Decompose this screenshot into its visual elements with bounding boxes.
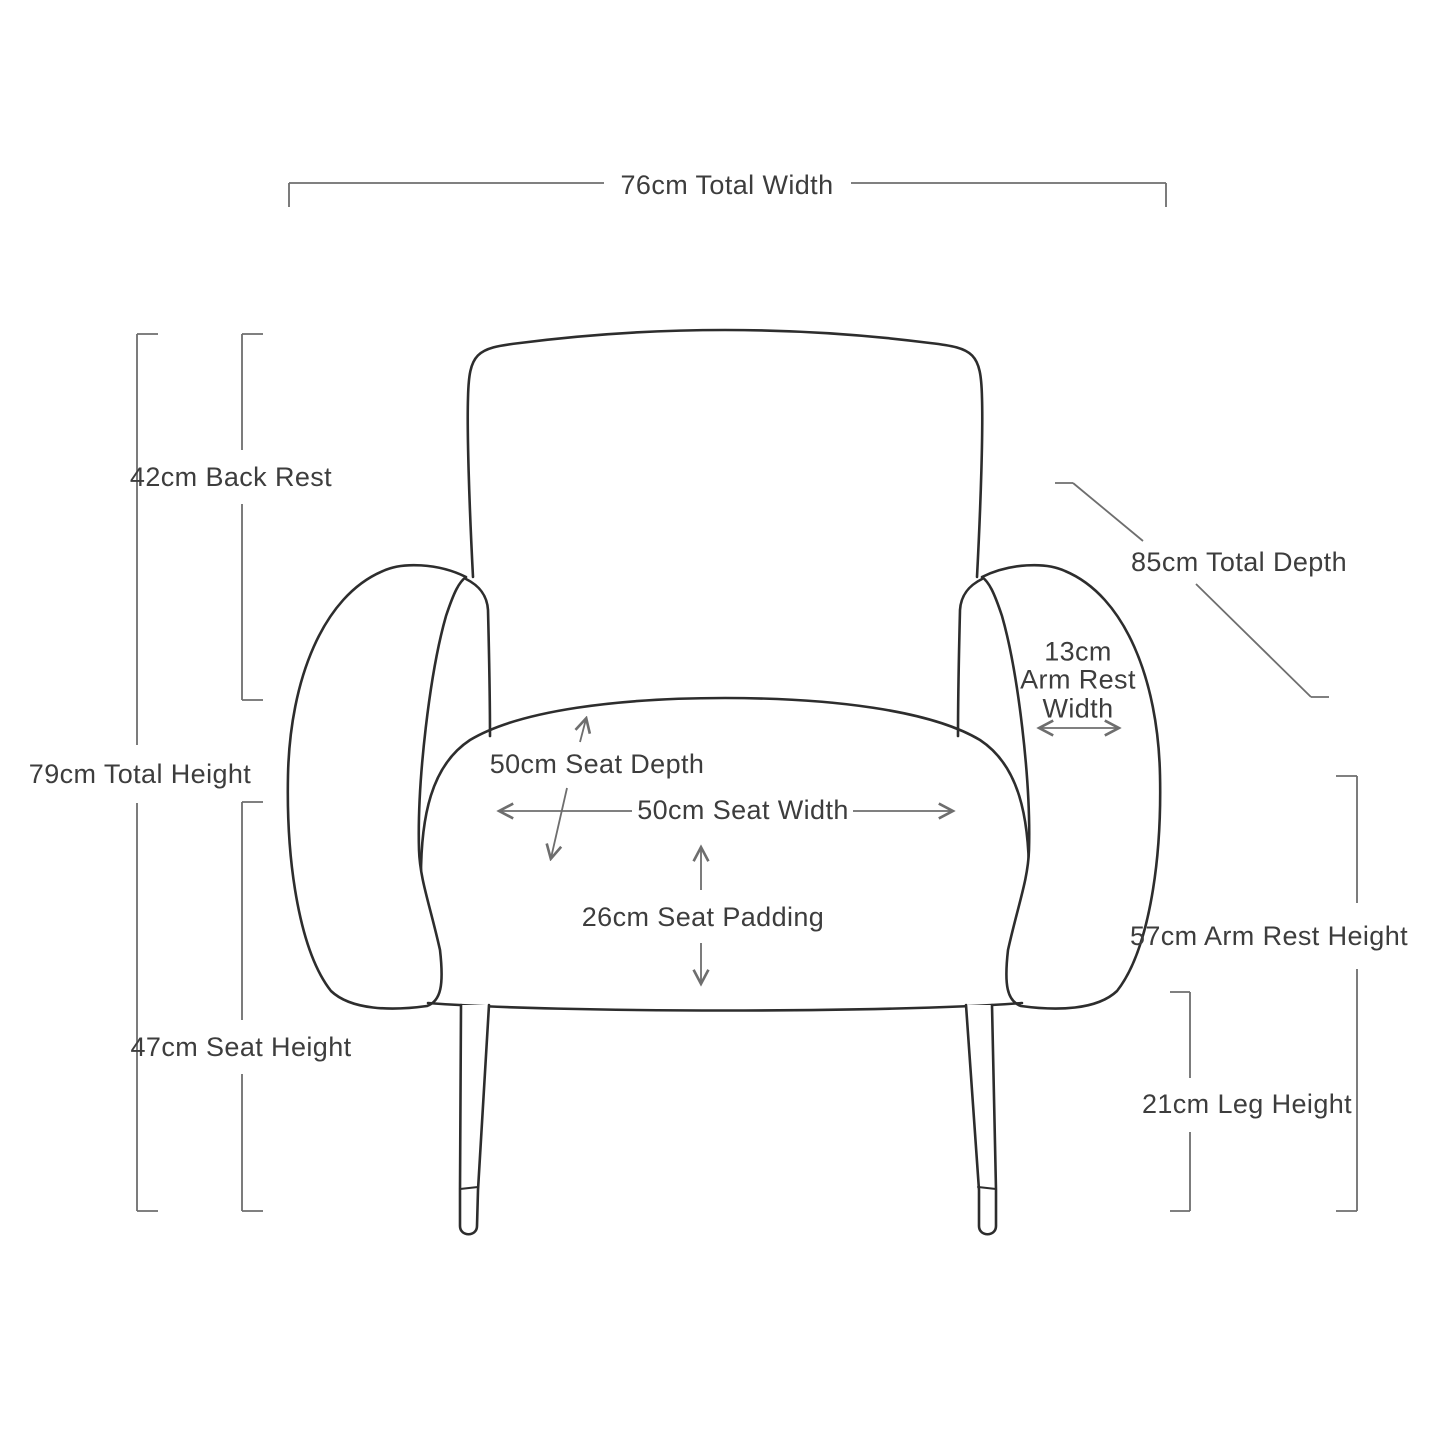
label-arm-rest-width-line3: Width <box>1042 693 1114 724</box>
dim-arm-rest-height-lines <box>1336 776 1357 1211</box>
label-seat-width: 50cm Seat Width <box>637 794 849 825</box>
label-arm-rest-height: 57cm Arm Rest Height <box>1129 920 1409 951</box>
dim-back-rest-lines <box>242 334 263 700</box>
label-seat-padding: 26cm Seat Padding <box>581 901 825 932</box>
label-seat-depth: 50cm Seat Depth <box>489 748 705 779</box>
label-total-height: 79cm Total Height <box>28 758 252 789</box>
label-arm-rest-width-line1: 13cm <box>1044 636 1112 667</box>
chair-right-leg <box>966 1005 996 1234</box>
label-total-depth: 85cm Total Depth <box>1130 546 1348 577</box>
label-seat-height: 47cm Seat Height <box>130 1031 352 1062</box>
label-back-rest: 42cm Back Rest <box>129 461 333 492</box>
label-total-width: 76cm Total Width <box>620 169 834 200</box>
label-arm-rest-width <box>998 637 1158 722</box>
armchair-drawing <box>288 330 1160 1234</box>
label-leg-height: 21cm Leg Height <box>1141 1088 1353 1119</box>
label-arm-rest-width-line2: Arm Rest <box>1020 664 1136 695</box>
chair-seat-cushion <box>426 698 1024 1009</box>
dim-seat-height-lines <box>242 802 263 1211</box>
chair-left-leg <box>460 1005 489 1234</box>
